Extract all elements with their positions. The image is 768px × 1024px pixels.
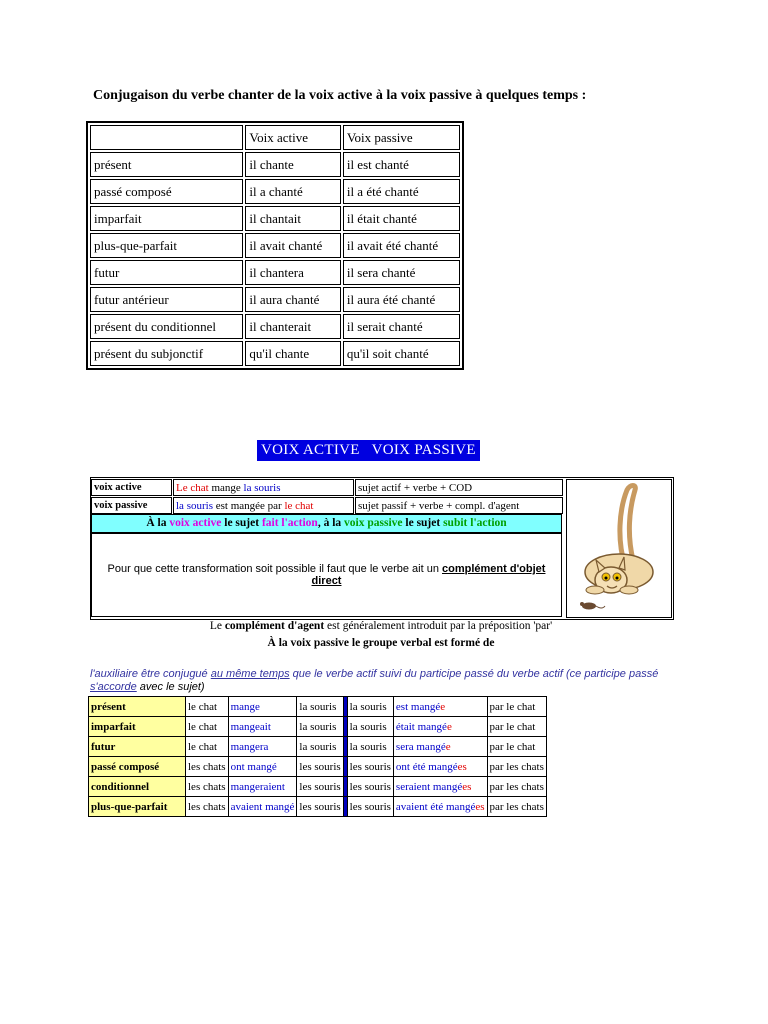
table-cell: il aura chanté — [245, 287, 340, 312]
table-row — [89, 717, 547, 737]
conjugation-table — [86, 121, 464, 370]
voice-rule-line — [91, 514, 562, 533]
table-cell: il avait chanté — [245, 233, 340, 258]
rule-text: le sujet — [402, 517, 444, 529]
voice-examples-table — [90, 478, 564, 515]
table-cell: présent du subjonctif — [90, 341, 243, 366]
passive-verb: est mangé — [395, 700, 441, 713]
subject-cell: le chat — [186, 697, 229, 717]
table-cell: imparfait — [90, 206, 243, 231]
table-cell: il avait été chanté — [343, 233, 460, 258]
passive-verb-cell — [393, 777, 487, 797]
verb-cell: ont mangé — [228, 757, 297, 777]
table-row — [90, 206, 460, 231]
passive-verb-cell — [393, 757, 487, 777]
passive-verb: était mangé — [395, 720, 447, 733]
table-cell: qu'il soit chanté — [343, 341, 460, 366]
passive-verb-cell — [393, 737, 487, 757]
agreement-ending: es — [462, 780, 472, 793]
table-cell: présent du conditionnel — [90, 314, 243, 339]
rule-passive: voix passive — [344, 517, 403, 529]
active-verb: mange — [208, 481, 244, 494]
table-row — [90, 314, 460, 339]
agreement-ending: e — [445, 740, 451, 753]
passive-verb: ont été mangé — [395, 760, 458, 773]
agent-cell: par le chat — [487, 717, 546, 737]
agreement-ending: e — [446, 720, 452, 733]
active-subject: Le chat — [176, 481, 209, 494]
table-row — [89, 777, 547, 797]
page-title: Conjugaison du verbe chanter de la voix active à la voix passive à quelques temps : — [93, 88, 587, 103]
aux-text: avec le sujet) — [136, 681, 205, 693]
table-row — [90, 260, 460, 285]
table-cell: il est chanté — [343, 152, 460, 177]
cat-and-mouse-image — [567, 480, 671, 617]
active-label: voix active — [91, 479, 172, 496]
table-row — [89, 737, 547, 757]
table-cell: futur — [90, 260, 243, 285]
table-row — [90, 233, 460, 258]
cod-condition-text — [92, 563, 561, 587]
passive-agent: le chat — [284, 499, 314, 512]
cod-condition — [91, 533, 562, 617]
rule-text: , à la — [317, 517, 345, 529]
tense-cell: présent — [89, 697, 186, 717]
table-row — [90, 179, 460, 204]
table-row — [90, 152, 460, 177]
tense-cell: conditionnel — [89, 777, 186, 797]
aux-text: que le verbe actif suivi du participe passé du verbe actif (ce participe passé — [289, 668, 659, 680]
passive-verb-cell — [393, 717, 487, 737]
table-cell: il sera chanté — [343, 260, 460, 285]
table-row — [90, 341, 460, 366]
object-cell: les souris — [297, 797, 343, 817]
verb-cell: mangeraient — [228, 777, 297, 797]
table-row — [89, 797, 547, 817]
table-cell: il chantera — [245, 260, 340, 285]
verb-cell: mangeait — [228, 717, 297, 737]
tense-cell: plus-que-parfait — [89, 797, 186, 817]
table-cell: plus-que-parfait — [90, 233, 243, 258]
agreement-ending: es — [475, 800, 485, 813]
agent-cell: par les chats — [487, 797, 546, 817]
table-cell: passé composé — [90, 179, 243, 204]
rule-active: voix active — [169, 517, 222, 529]
passive-subject-cell: les souris — [347, 757, 393, 777]
active-voice-row — [91, 479, 563, 496]
active-object: la souris — [243, 481, 281, 494]
tense-cell: imparfait — [89, 717, 186, 737]
passive-subject-cell: les souris — [347, 777, 393, 797]
column-header — [90, 125, 243, 150]
verb-cell: avaient mangé — [228, 797, 297, 817]
tense-cell: passé composé — [89, 757, 186, 777]
passive-verb: seraient mangé — [395, 780, 463, 793]
verb-cell: mangera — [228, 737, 297, 757]
passive-sentence — [173, 497, 354, 514]
table-cell: futur antérieur — [90, 287, 243, 312]
agent-cell: par le chat — [487, 737, 546, 757]
agreement-ending: e — [440, 700, 446, 713]
rule-text: le sujet — [221, 517, 262, 529]
object-cell: la souris — [297, 737, 343, 757]
passive-subject-cell: la souris — [347, 717, 393, 737]
passive-verb-cell — [393, 697, 487, 717]
aux-text: l'auxiliaire être conjugué — [90, 668, 211, 680]
table-cell: il a chanté — [245, 179, 340, 204]
aux-accorde: s'accorde — [90, 681, 137, 693]
passive-voice-row — [91, 497, 563, 514]
groupe-verbal-line: À la voix passive le groupe verbal est formé de — [267, 637, 495, 649]
object-cell: la souris — [297, 717, 343, 737]
passive-label: voix passive — [91, 497, 172, 514]
passive-subject-cell: la souris — [347, 697, 393, 717]
table-cell: présent — [90, 152, 243, 177]
passive-verb: est mangée par — [212, 499, 285, 512]
aux-same-tense: au même temps — [210, 668, 290, 680]
table-cell: il aura été chanté — [343, 287, 460, 312]
table-header-row — [90, 125, 460, 150]
column-header: Voix passive — [343, 125, 460, 150]
auxiliary-explanation — [90, 668, 680, 694]
condition-text: Pour que cette transformation soit possible il faut que le verbe ait un — [107, 563, 442, 575]
passive-verb: sera mangé — [395, 740, 446, 753]
column-header: Voix active — [245, 125, 340, 150]
table-cell: il serait chanté — [343, 314, 460, 339]
transformation-table — [88, 696, 547, 817]
subject-cell: les chats — [186, 757, 229, 777]
agreement-ending: es — [457, 760, 467, 773]
table-cell: il chantait — [245, 206, 340, 231]
agent-cell: par le chat — [487, 697, 546, 717]
table-row — [89, 697, 547, 717]
voice-banner: VOIX ACTIVE VOIX PASSIVE — [257, 440, 480, 461]
agent-term: complément d'agent — [224, 620, 325, 632]
table-row — [89, 757, 547, 777]
active-sentence — [173, 479, 354, 496]
subject-cell: les chats — [186, 777, 229, 797]
passive-verb-cell — [393, 797, 487, 817]
passive-verb: avaient été mangé — [395, 800, 476, 813]
subject-cell: les chats — [186, 797, 229, 817]
rule-fait: fait l'action — [261, 517, 318, 529]
object-cell: les souris — [297, 777, 343, 797]
subject-cell: le chat — [186, 717, 229, 737]
table-cell: il a été chanté — [343, 179, 460, 204]
passive-rule: sujet passif + verbe + compl. d'agent — [355, 497, 563, 514]
table-cell: qu'il chante — [245, 341, 340, 366]
table-cell: il était chanté — [343, 206, 460, 231]
object-cell: la souris — [297, 697, 343, 717]
condition-cod: complément d'objet direct — [311, 563, 546, 587]
agent-cell: par les chats — [487, 777, 546, 797]
agent-line — [90, 620, 672, 632]
active-rule: sujet actif + verbe + COD — [355, 479, 563, 496]
table-cell: il chanterait — [245, 314, 340, 339]
object-cell: les souris — [297, 757, 343, 777]
passive-subject-cell: les souris — [347, 797, 393, 817]
tense-cell: futur — [89, 737, 186, 757]
agent-text: est généralement introduit par la préposition 'par' — [324, 620, 553, 632]
rule-text: À la — [146, 517, 170, 529]
table-row — [90, 287, 460, 312]
agent-cell: par les chats — [487, 757, 546, 777]
verb-cell: mange — [228, 697, 297, 717]
subject-cell: le chat — [186, 737, 229, 757]
agent-text: Le — [209, 620, 225, 632]
passive-subject-cell: la souris — [347, 737, 393, 757]
passive-subject: la souris — [176, 499, 213, 512]
rule-subit: subit l'action — [443, 517, 507, 529]
cat-illustration — [566, 479, 672, 618]
table-cell: il chante — [245, 152, 340, 177]
